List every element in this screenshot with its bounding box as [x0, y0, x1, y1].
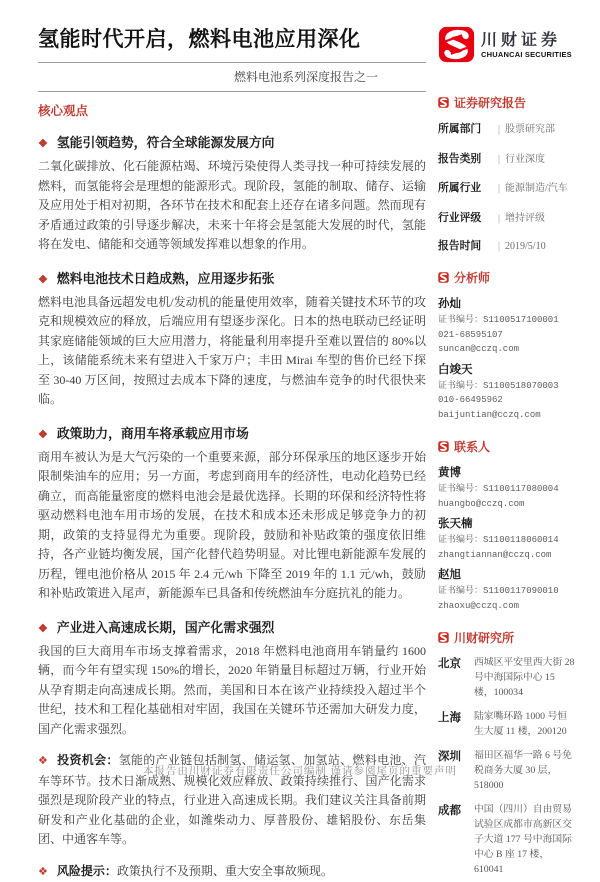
office-city: 北京 [438, 655, 474, 700]
contacts-title: 联系人 [454, 438, 490, 455]
contacts-panel [438, 438, 576, 613]
brand-name-cn: 川财证券 [481, 31, 572, 50]
contact-entry [438, 515, 576, 562]
analyst-phone: 021-68595107 [438, 328, 576, 343]
analyst-email: suncan@cczq.com [438, 342, 576, 357]
info-label: 行业评级 [438, 210, 498, 225]
brand-logo [438, 26, 576, 63]
brand-name-en: CHUANCAI SECURITIES [481, 50, 572, 59]
section-body: 二氧化碳排放、化石能源枯竭、环境污染使得人类寻找一种可持续发展的燃料，而氢能将会是理想的能源形式。现阶段，氢能的制取、储存、运输及应用处于相对初期，各环节在技术和配套上还存在诸多问题。然而现有矛盾通过政策的引导逐步解决，未来十年将会是氢能大发展的时代，氢能将在发电、储能和交通等领域发挥难以想象的作用。 [38, 157, 426, 255]
footer-disclaimer: 本报告由川财证券有限责任公司编制 谨请参阅尾页的重要声明 [0, 763, 600, 778]
section-marker-icon [438, 97, 449, 108]
contact-entry [438, 464, 576, 511]
diamond-bullet-icon: ❖ [38, 138, 48, 150]
risk-body-text: 政策执行不及预期、重大安全事故频现。 [117, 864, 333, 878]
office-city: 成都 [438, 802, 474, 877]
analyst-entry [438, 361, 576, 423]
office-entry-beijing [438, 655, 576, 700]
separator: | [498, 183, 500, 194]
info-row-category [438, 150, 576, 166]
contact-name: 赵旭 [438, 566, 576, 582]
office-address: 福田区福华一路 6 号免税商务大厦 30 层，518000 [474, 748, 576, 793]
report-info-header [438, 94, 576, 111]
office-entry-shanghai [438, 709, 576, 739]
office-address: 陆家嘴环路 1000 号恒生大厦 11 楼，200120 [474, 709, 576, 739]
diamond-bullet-icon: ❖ [38, 623, 48, 635]
core-viewpoints-label: 核心观点 [38, 101, 426, 119]
offices-title: 川财研究所 [454, 629, 514, 646]
analysts-panel [438, 269, 576, 422]
office-city: 上海 [438, 709, 474, 739]
diamond-bullet-icon: ❖ [38, 755, 48, 767]
separator: | [498, 154, 500, 165]
investment-lead-label: 投资机会： [57, 753, 119, 767]
contact-cert: 证书编号：S1100117080004 [438, 482, 576, 497]
analyst-name: 白竣天 [438, 361, 576, 377]
section-policy-support [38, 423, 426, 604]
office-city: 深圳 [438, 748, 474, 793]
section-heading [38, 132, 426, 151]
diamond-bullet-icon: ❖ [38, 866, 48, 878]
diamond-bullet-icon: ❖ [38, 429, 48, 441]
info-row-industry [438, 179, 576, 195]
section-marker-icon [438, 632, 449, 643]
separator: | [498, 241, 500, 252]
section-heading-text: 燃料电池技术日趋成熟，应用逐步拓张 [57, 272, 275, 286]
info-label: 所属部门 [438, 121, 498, 136]
section-hydrogen-trend [38, 132, 426, 255]
analysts-header [438, 269, 576, 286]
info-label: 报告时间 [438, 238, 498, 253]
section-heading-text: 产业进入高速成长期，国产化需求强烈 [57, 621, 275, 635]
section-heading [38, 268, 426, 287]
section-body: 商用车被认为是大气污染的一个重要来源，部分环保承压的地区逐步开始限制柴油车的应用；另一方面，考虑到商用车的经济性，电动化趋势已经确立，而高能量密度的燃料电池会是最优选择。长期的环保和经济特性将驱动燃料电池车用市场的发展，在技术和成本还未形成足够竞争力的初期，政策的支持显得尤为重要。现阶段，鼓励和补贴政策的强度依旧维持，各产业链均衡发展，国产化替代趋势明显。对比锂电新能源车发展的历程，锂电池价格从 2015 年 2.4 元/wh 下降至 2019 年的 1.1 元/wh，鼓励和补贴政策进入尾声，新能源车已具备和传统燃油车分庭抗礼的能力。 [38, 448, 426, 604]
separator: | [498, 124, 500, 135]
analyst-entry [438, 295, 576, 357]
offices-header [438, 629, 576, 646]
section-marker-icon [438, 272, 449, 283]
analyst-phone: 010-66495962 [438, 393, 576, 408]
info-label: 报告类别 [438, 151, 498, 166]
analysts-title: 分析师 [454, 269, 490, 286]
report-info-panel [438, 94, 576, 253]
section-body: 我国的巨大商用车市场支撑着需求，2018 年燃料电池商用车销量约 1600 辆，而今年有望实现 150%的增长，2020 年销量目标超过万辆，行业开始从孕育期走向高速成长期。然而，美国和日本在该产业持续投入超过半个世纪，技术和工程化基础相对牢固，我国在关键环节还需加大研发力度，国产化需求强烈。 [38, 642, 426, 740]
section-fuelcell-tech [38, 268, 426, 410]
info-row-department [438, 120, 576, 136]
contact-name: 黄博 [438, 464, 576, 480]
chuancai-logo-icon [438, 26, 475, 63]
section-body: 燃料电池具备远超发电机/发动机的能量使用效率，随着关键技术环节的攻克和规模效应的释放，后端应用有望逐步深化。日本的热电联动已经证明其家庭储能领域的巨大应用潜力，将能量利用率提升至难以置信的 80%以上，该储能系统未来有望进入千家万户；丰田 Mirai 车型的售价已经下探至 30-40 万区间，按照过去成本下降的速度，与燃油车竞争的时代很快来临。 [38, 293, 426, 410]
diamond-bullet-icon: ❖ [38, 274, 48, 286]
info-value: | 行业深度 [498, 150, 545, 165]
separator: | [498, 213, 500, 224]
section-industry-growth [38, 617, 426, 740]
info-value: | 股票研究部 [498, 120, 555, 135]
info-row-date [438, 238, 576, 253]
contact-name: 张天楠 [438, 515, 576, 531]
analyst-cert: 证书编号：S1100517100001 [438, 313, 576, 328]
page-title: 氢能时代开启，燃料电池应用深化 [38, 24, 426, 54]
brand-text [481, 31, 572, 59]
info-value: | 2019/5/10 [498, 241, 546, 252]
info-value: | 能源制造/汽车 [498, 179, 568, 194]
contact-email: zhangtiannan@cczq.com [438, 548, 576, 563]
report-series-subtitle: 燃料电池系列深度报告之一 [38, 69, 426, 86]
section-heading [38, 617, 426, 636]
analyst-cert: 证书编号：S1100518070003 [438, 379, 576, 394]
investment-body-text: 氢能的产业链包括制氢、储运氢、加氢站、燃料电池、汽车等环节。技术日渐成熟、规模化效应释放、政策持续推行、国产化需求强烈是现阶段产业的特点，行业进入高速成长期。我们建议关注具备前期研发和产业化基础的企业，如潍柴动力、厚普股份、雄韬股份、东岳集团、中通客车等。 [38, 753, 426, 846]
main-column [38, 24, 438, 800]
subtitle-divider [38, 91, 426, 92]
contact-email: huangbo@cczq.com [438, 497, 576, 512]
contact-entry [438, 566, 576, 613]
contact-email: zhaoxu@cczq.com [438, 599, 576, 614]
info-row-rating [438, 209, 576, 225]
contacts-header [438, 438, 576, 455]
section-heading-text: 氢能引领趋势，符合全球能源发展方向 [57, 136, 275, 150]
section-heading-text: 政策助力，商用车将承载应用市场 [57, 427, 249, 441]
section-heading [38, 423, 426, 442]
contact-cert: 证书编号：S1100117090010 [438, 584, 576, 599]
office-address: 中国（四川）自由贸易试验区成都市高新区交子大道 177 号中海国际中心 B 座 17 楼，610041 [474, 802, 576, 877]
analyst-email: baijuntian@cczq.com [438, 408, 576, 423]
office-entry-chengdu [438, 802, 576, 877]
contact-cert: 证书编号：S1100118060014 [438, 533, 576, 548]
sidebar [438, 24, 576, 800]
info-label: 所属行业 [438, 180, 498, 195]
section-risk-notice [38, 862, 426, 882]
section-marker-icon [438, 441, 449, 452]
analyst-name: 孙灿 [438, 295, 576, 311]
info-value: | 增持评级 [498, 209, 545, 224]
risk-lead-label: 风险提示： [57, 864, 117, 878]
office-address: 西城区平安里西大街 28 号中海国际中心 15 楼，100034 [474, 655, 576, 700]
report-info-title: 证券研究报告 [454, 94, 526, 111]
title-divider [38, 62, 426, 63]
research-offices-panel [438, 629, 576, 877]
